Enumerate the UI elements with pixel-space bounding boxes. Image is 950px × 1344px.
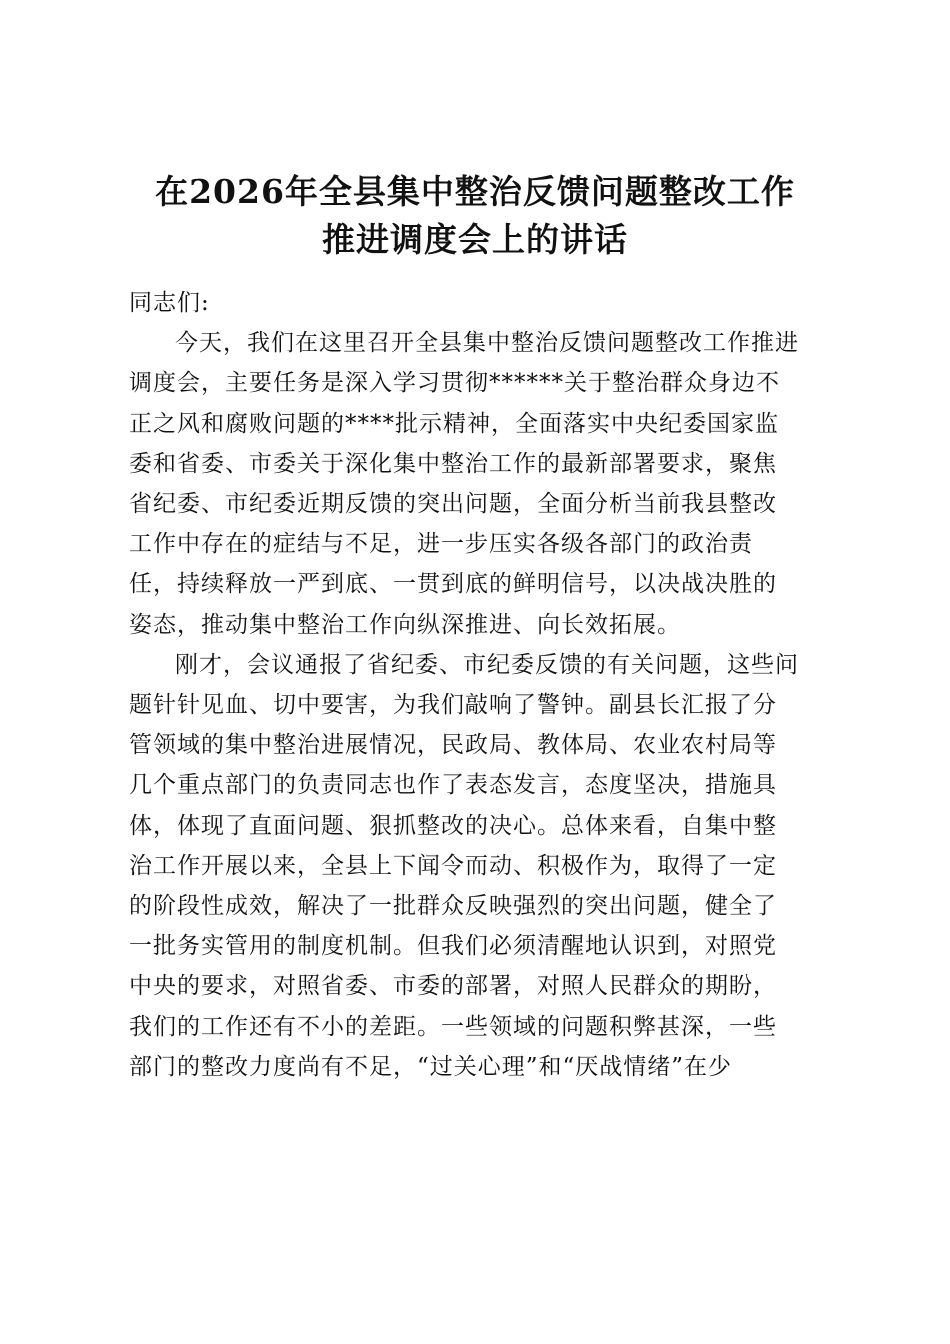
paragraph-line: 一批务实管用的制度机制。但我们必须清醒地认识到，对照党 bbox=[129, 933, 777, 960]
paragraph-line: 题针针见血、切中要害，为我们敲响了警钟。副县长汇报了分 bbox=[129, 692, 777, 719]
paragraph-line: 刚才，会议通报了省纪委、市纪委反馈的有关问题，这些问 bbox=[175, 651, 799, 678]
title-line-1: 在2026年全县集中整治反馈问题整改工作 bbox=[155, 172, 795, 211]
paragraph-line: 管领域的集中整治进展情况，民政局、教体局、农业农村局等 bbox=[129, 732, 777, 759]
document-body bbox=[129, 283, 829, 1087]
paragraph-line: 调度会，主要任务是深入学习贯彻******关于整治群众身边不 bbox=[129, 370, 780, 397]
paragraph-line: 姿态，推动集中整治工作向纵深推进、向长效拓展。 bbox=[129, 611, 681, 638]
paragraph-line: 委和省委、市委关于深化集中整治工作的最新部署要求，聚焦 bbox=[129, 450, 777, 477]
paragraph-line: 几个重点部门的负责同志也作了表态发言，态度坚决，措施具 bbox=[129, 772, 777, 799]
title-line-2: 推进调度会上的讲话 bbox=[322, 220, 628, 259]
paragraph-line: 工作中存在的症结与不足，进一步压实各级各部门的政治责 bbox=[129, 531, 753, 558]
paragraph-line: 的阶段性成效，解决了一批群众反映强烈的突出问题，健全了 bbox=[129, 893, 777, 920]
paragraph-line: 中央的要求，对照省委、市委的部署，对照人民群众的期盼， bbox=[129, 973, 777, 1000]
paragraph-line: 省纪委、市纪委近期反馈的突出问题，全面分析当前我县整改 bbox=[129, 491, 777, 518]
paragraph-2 bbox=[129, 645, 829, 1087]
paragraph-line: 任，持续释放一严到底、一贯到底的鲜明信号，以决战决胜的 bbox=[129, 571, 777, 598]
document-title bbox=[100, 168, 850, 264]
paragraph-line: 今天，我们在这里召开全县集中整治反馈问题整改工作推进 bbox=[175, 330, 799, 357]
paragraph-line: 部门的整改力度尚有不足，“过关心理”和“厌战情绪”在少 bbox=[129, 1053, 733, 1080]
paragraph-line: 体，体现了直面问题、狠抓整改的决心。总体来看，自集中整 bbox=[129, 812, 777, 839]
paragraph-line: 正之风和腐败问题的****批示精神，全面落实中央纪委国家监 bbox=[129, 410, 779, 437]
salutation: 同志们: bbox=[129, 290, 210, 316]
paragraph-1 bbox=[129, 323, 829, 645]
paragraph-line: 治工作开展以来，全县上下闻令而动、积极作为，取得了一定 bbox=[129, 852, 777, 879]
paragraph-line: 我们的工作还有不小的差距。一些领域的问题积弊甚深，一些 bbox=[129, 1013, 777, 1040]
